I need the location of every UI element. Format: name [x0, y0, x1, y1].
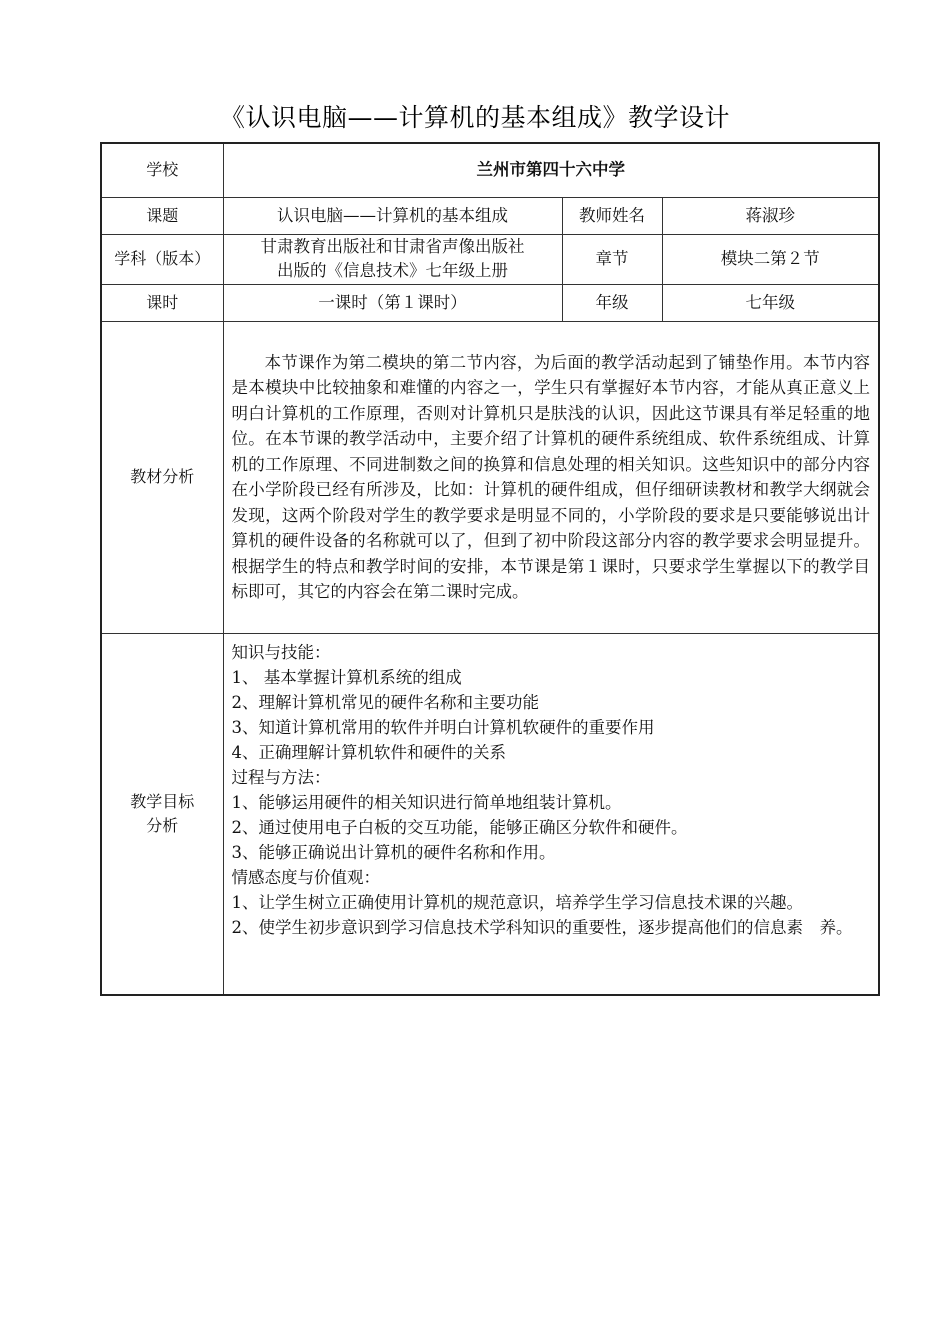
teacher-label: 教师姓名: [562, 197, 662, 234]
chapter-label: 章节: [562, 234, 662, 284]
topic-row: [101, 197, 879, 234]
page-title: 《认识电脑——计算机的基本组成》教学设计: [219, 103, 730, 132]
textbook-analysis-paragraph: 本节课作为第二模块的第二节内容，为后面的教学活动起到了铺垫作用。本节内容是本模块中比较抽象和难懂的内容之一，学生只有掌握好本节内容，才能从真正意义上明白计算机的工作原理，否则对计算机只是肤浅的认识，因此这节课具有举足轻重的地位。在本节课的教学活动中，主要介绍了计算机的硬件系统组成、软件系统组成、计算机的工作原理、不同进制数之间的换算和信息处理的相关知识。这些知识中的部分内容在小学阶段已经有所涉及，比如：计算机的硬件组成，但仔细研读教材和教学大纲就会发现，这两个阶段对学生的教学要求是明显不同的，小学阶段的要求是只要能够说出计算机的硬件设备的名称就可以了，但到了初中阶段这部分内容的教学要求会明显提升。根据学生的特点和教学时间的安排，本节课是第１课时，只要求学生掌握以下的教学目标即可，其它的内容会在第二课时完成。: [231, 352, 870, 601]
subject-value: [223, 234, 562, 284]
grade-value: 七年级: [662, 284, 879, 321]
goal-line: 1、让学生树立正确使用计算机的规范意识，培养学生学习信息技术课的兴趣。: [231, 892, 803, 912]
goal-line: 1、 基本掌握计算机系统的组成: [231, 667, 462, 687]
goal-line: 2、使学生初步意识到学习信息技术学科知识的重要性，逐步提高他们的信息素 养。: [231, 917, 853, 937]
goal-line: 情感态度与价值观：: [231, 867, 380, 887]
teaching-goals-label-line1: 教学目标: [130, 791, 195, 811]
goal-line: 1、能够运用硬件的相关知识进行简单地组装计算机。: [231, 792, 622, 812]
textbook-analysis-label: 教材分析: [101, 321, 223, 633]
grade-label: 年级: [562, 284, 662, 321]
period-value: 一课时（第１课时）: [223, 284, 562, 321]
teacher-value: 蒋淑珍: [662, 197, 879, 234]
school-label: 学校: [101, 143, 223, 197]
goal-line: 过程与方法：: [231, 767, 331, 787]
goal-line: 2、理解计算机常见的硬件名称和主要功能: [231, 692, 539, 712]
teaching-goals-row: [101, 633, 879, 995]
subject-value-line2: 出版的《信息技术》七年级上册: [277, 261, 508, 280]
period-label: 课时: [101, 284, 223, 321]
goal-line: 4、正确理解计算机软件和硬件的关系: [231, 742, 506, 762]
chapter-value: 模块二第２节: [662, 234, 879, 284]
period-row: [101, 284, 879, 321]
subject-value-line1: 甘肃教育出版社和甘肃省声像出版社: [260, 237, 525, 256]
school-value: 兰州市第四十六中学: [223, 143, 879, 197]
textbook-analysis-text: [223, 321, 879, 633]
subject-row: [101, 234, 879, 284]
textbook-analysis-row: [101, 321, 879, 633]
teaching-goals-label-line2: 分析: [146, 815, 179, 835]
subject-label: 学科（版本）: [101, 234, 223, 284]
goal-line: 2、通过使用电子白板的交互功能，能够正确区分软件和硬件。: [231, 817, 688, 837]
school-row: [101, 143, 879, 197]
topic-label: 课题: [101, 197, 223, 234]
goal-line: 3、能够正确说出计算机的硬件名称和作用。: [231, 842, 556, 862]
topic-value: 认识电脑——计算机的基本组成: [223, 197, 562, 234]
teaching-goals-text: [223, 633, 879, 995]
lesson-design-table: [100, 142, 880, 996]
goal-line: 3、知道计算机常用的软件并明白计算机软硬件的重要作用: [231, 717, 655, 737]
goal-line: 知识与技能：: [231, 642, 331, 662]
teaching-goals-label: [101, 633, 223, 995]
